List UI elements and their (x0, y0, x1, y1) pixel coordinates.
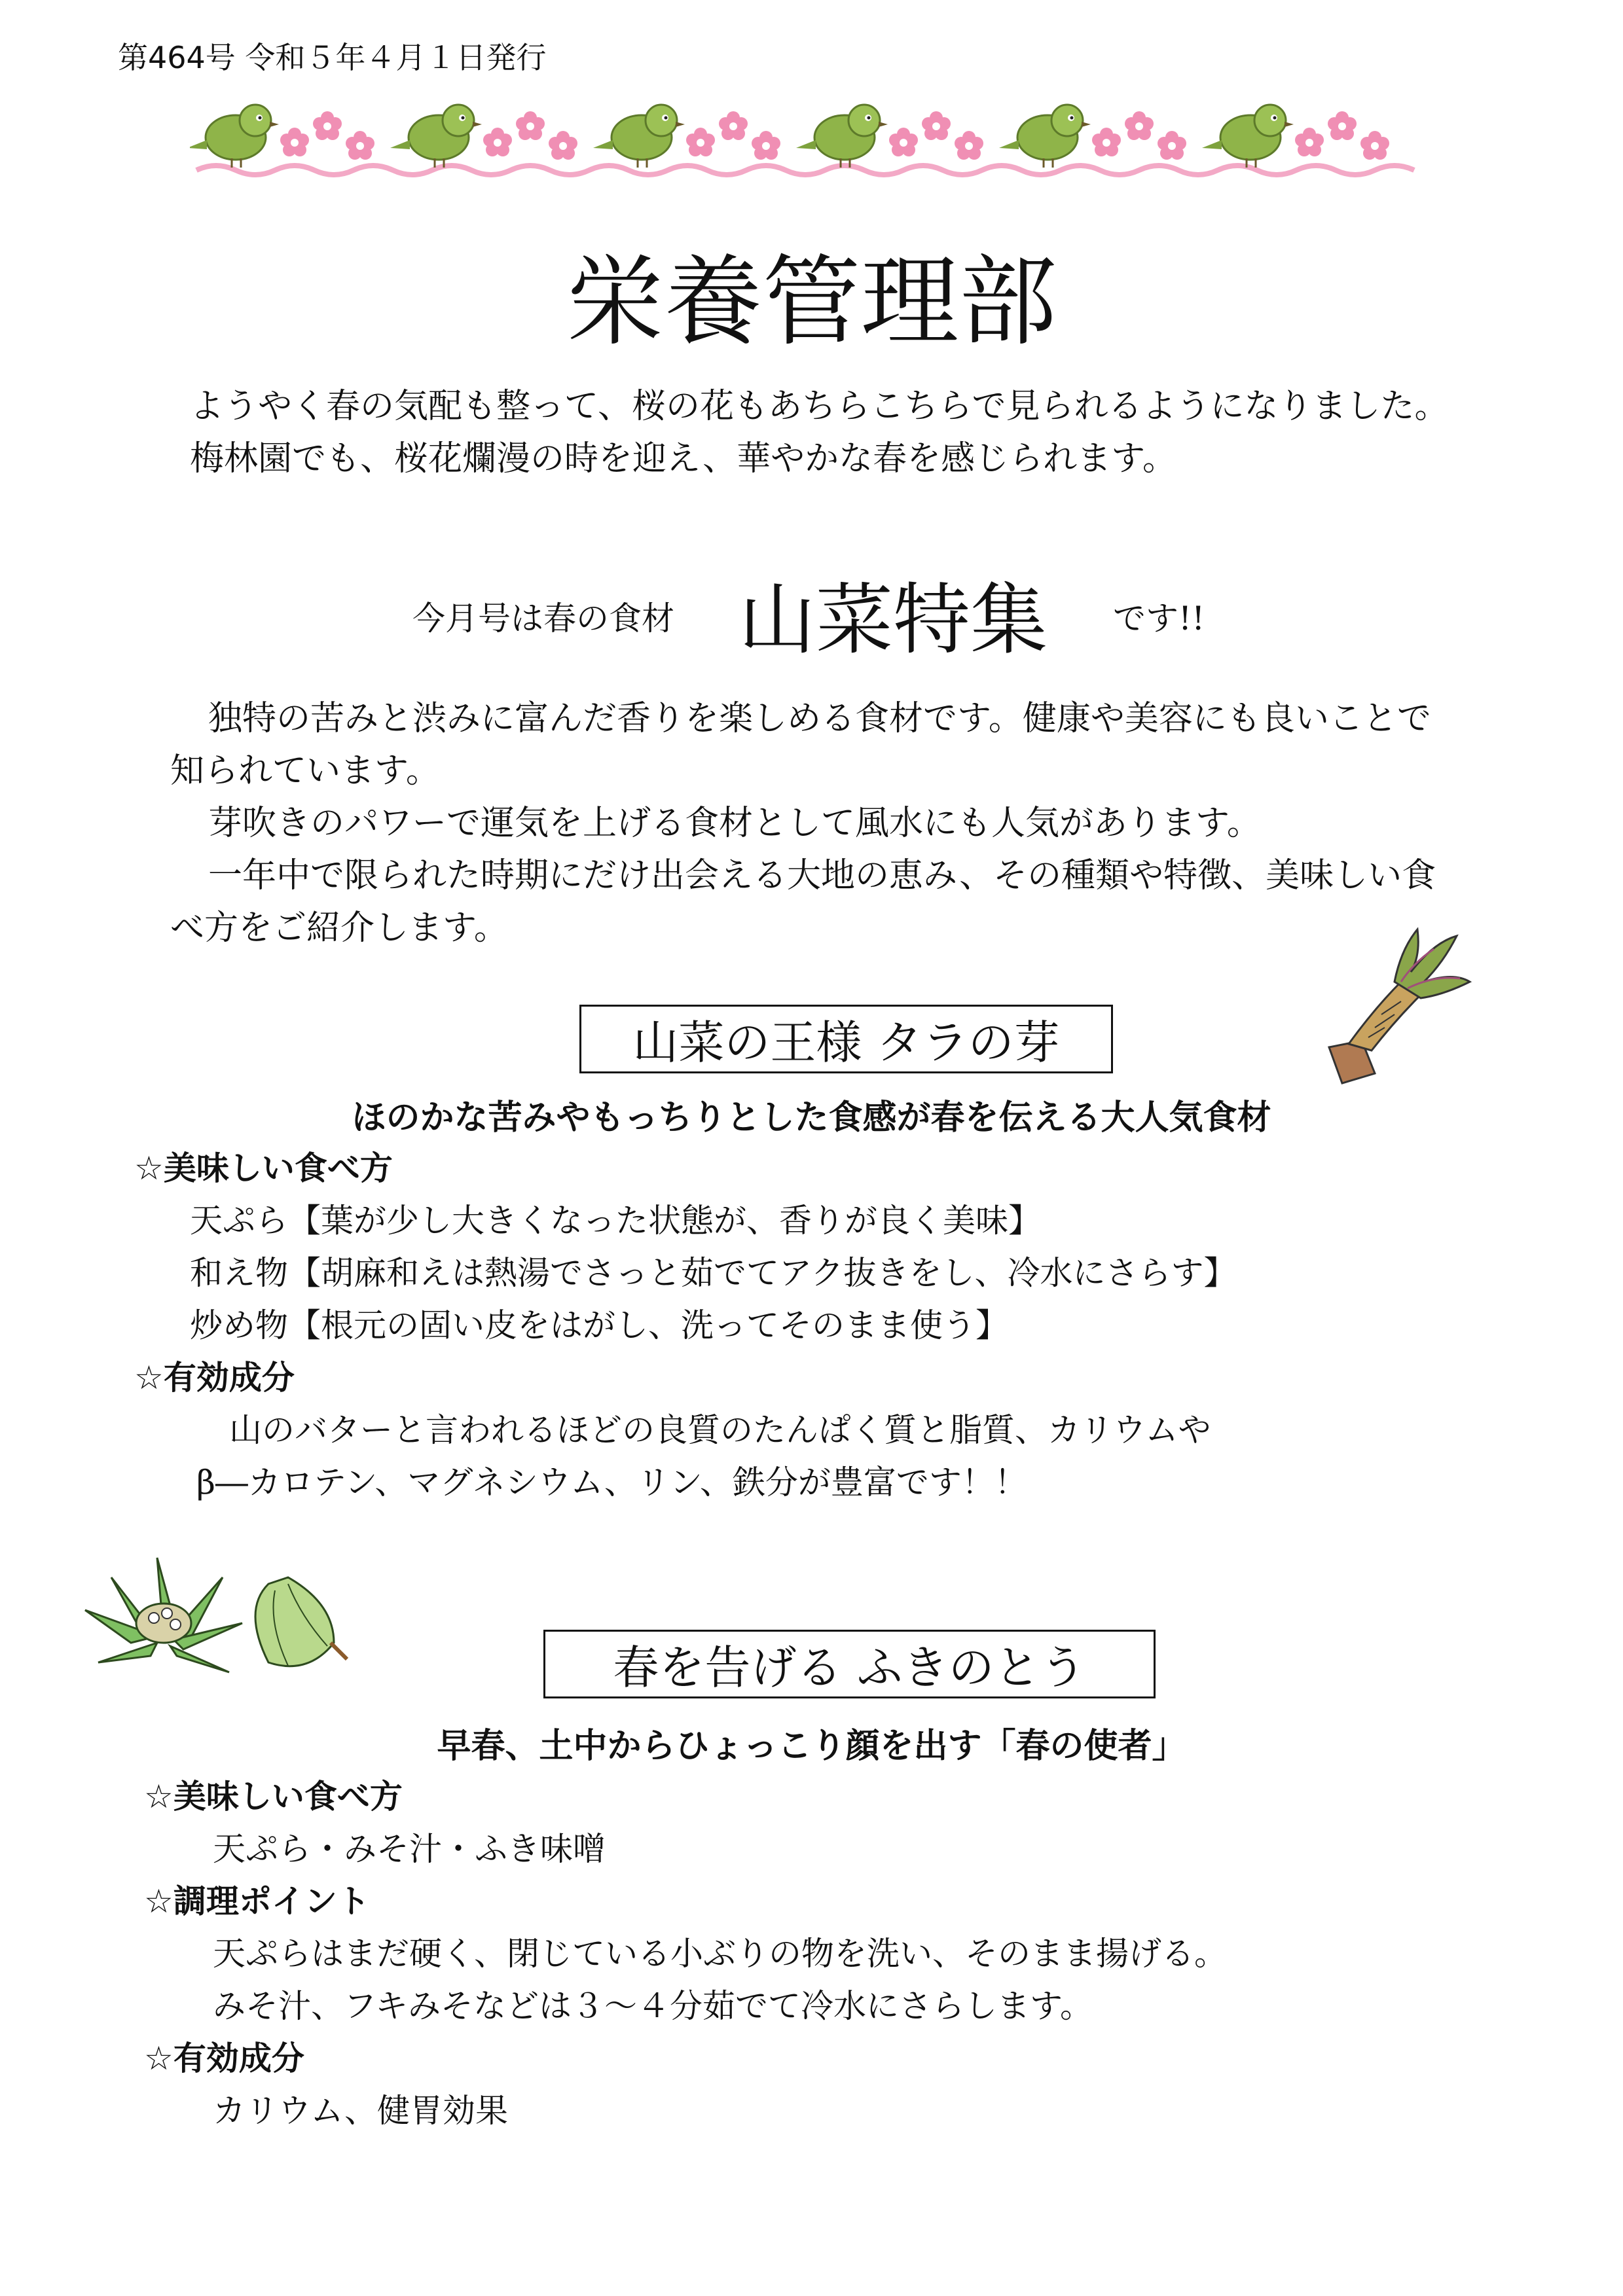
tara-nutrient-line: β―カロテン、マグネシウム、リン、鉄分が豊富です！！ (196, 1463, 1027, 1501)
feature-post-text: です!! (1113, 600, 1205, 637)
fuki-cook-line: みそ汁、フキみそなどは３～４分茹でて冷水にさらします。 (213, 1987, 1093, 2025)
tara-nutrient-line: 山のバターと言われるほどの良質のたんぱく質と脂質、カリウムや (229, 1411, 1211, 1449)
fuki-nutrient-line: カリウム、健胃効果 (213, 2092, 508, 2130)
tara-eat-item: 天ぷら【葉が少し大きくなった状態が、香りが良く美味】 (190, 1202, 1041, 1240)
tara-eat-item: 炒め物【根元の固い皮をはがし、洗ってそのまま使う】 (190, 1306, 1008, 1344)
fuki-eat-heading: ☆美味しい食べ方 (144, 1778, 403, 1816)
fuki-cook-heading: ☆調理ポイント (144, 1882, 370, 1920)
tara-subtitle: ほのかな苦みやもっちりとした食感が春を伝える大人気食材 (352, 1098, 1271, 1138)
issue-line: 第464号 令和５年４月１日発行 (118, 40, 547, 75)
fuki-cook-line: 天ぷらはまだ硬く、閉じている小ぶりの物を洗い、そのまま揚げる。 (213, 1935, 1227, 1973)
fuki-section-title: 春を告げる ふきのとう (543, 1630, 1156, 1698)
page-title: 栄養管理部 (566, 245, 1057, 359)
fuki-eat-line: 天ぷら・みそ汁・ふき味噌 (213, 1830, 606, 1868)
tara-sprout-icon (1303, 910, 1473, 1093)
feature-body-line: 芽吹きのパワーで運気を上げる食材として風水にも人気があります。 (208, 804, 1261, 843)
feature-title: 山菜特集 (739, 575, 1048, 665)
tara-eat-item: 和え物【胡麻和えは熱湯でさっと茹でてアク抜きをし、冷水にさらす】 (190, 1254, 1237, 1292)
fuki-nutrient-heading: ☆有効成分 (144, 2039, 304, 2077)
feature-body-line: 知られています。 (170, 751, 440, 791)
fuki-subtitle: 早春、土中からひょっこり顔を出す「春の使者」 (437, 1727, 1186, 1766)
feature-pre-text: 今月号は春の食材 (412, 600, 674, 637)
fukinoto-icon (72, 1538, 360, 1689)
tara-section-title: 山菜の王様 タラの芽 (579, 1005, 1113, 1073)
feature-body-line: 独特の苦みと渋みに富んだ香りを楽しめる食材です。健康や美容にも良いことで (208, 699, 1431, 738)
tara-nutrient-heading: ☆有効成分 (134, 1359, 295, 1397)
feature-body-line: 一年中で限られた時期にだけ出会える大地の恵み、その種類や特徴、美味しい食 (208, 856, 1436, 895)
intro-line-2: 梅林園でも、桜花爛漫の時を迎え、華やかな春を感じられます。 (190, 439, 1176, 478)
intro-line-1: ようやく春の気配も整って、桜の花もあちらこちらで見られるようになりました。 (190, 387, 1449, 426)
tara-eat-heading: ☆美味しい食べ方 (134, 1149, 393, 1187)
bird-blossom-garland-icon (190, 97, 1434, 188)
feature-body-line: べ方をご紹介します。 (170, 908, 508, 948)
